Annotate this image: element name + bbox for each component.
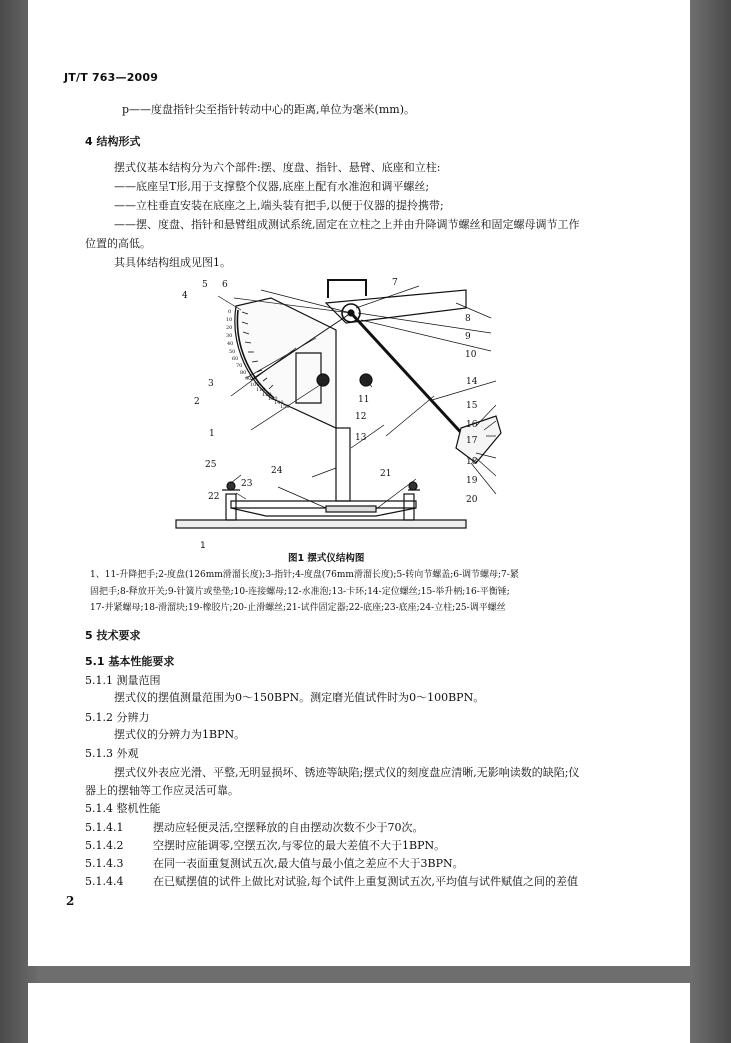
pendulum-tester-diagram xyxy=(176,268,496,551)
fig-label-12: 12 xyxy=(355,412,367,422)
section-5-1-4-4-text: 在已赋摆值的试件上做比对试验,每个试件上重复测试五次,平均值与试件赋值之间的差值 xyxy=(153,875,578,888)
fig-label-14: 14 xyxy=(466,377,478,387)
section-4-item-2: ——立柱垂直安装在底座之上,端头装有把手,以便于仪器的提拎携带; xyxy=(114,199,444,212)
scale-10: 10 xyxy=(226,317,233,323)
fig-label-13: 13 xyxy=(355,433,367,443)
section-5-1-4-1-no: 5.1.4.1 xyxy=(85,821,124,834)
scale-70: 70 xyxy=(236,363,243,369)
scale-90: 90 xyxy=(245,376,252,382)
scale-30: 30 xyxy=(226,333,233,339)
section-4-heading: 4 结构形式 xyxy=(85,135,141,148)
fig-label-6: 6 xyxy=(222,280,228,290)
standard-code: JT/T 763—2009 xyxy=(64,71,159,84)
scale-50: 50 xyxy=(229,349,236,355)
fig-label-15: 15 xyxy=(466,401,478,411)
fig-label-5: 5 xyxy=(202,280,208,290)
section-5-1-2-text: 摆式仪的分辨力为1BPN。 xyxy=(114,728,246,741)
fig-label-9: 9 xyxy=(465,332,471,342)
scale-80: 80 xyxy=(240,370,247,376)
base-plate xyxy=(176,520,466,528)
label-1: 1 xyxy=(200,541,206,551)
scale-130: 130 xyxy=(268,396,278,402)
section-5-1-1-text: 摆式仪的摆值测量范围为0～150BPN。测定磨光值试件时为0～100BPN。 xyxy=(114,691,485,704)
scale-40: 40 xyxy=(227,341,234,347)
fig-label-20: 20 xyxy=(466,495,478,505)
scale-0: 0 xyxy=(228,309,232,315)
fig-label-23: 23 xyxy=(241,479,253,489)
scale-120: 120 xyxy=(262,392,272,398)
section-4-item-1: ——底座呈T形,用于支撑整个仪器,底座上配有水准泡和调平螺丝; xyxy=(114,180,430,193)
fig-label-18: 18 xyxy=(466,457,478,467)
column xyxy=(336,428,350,501)
fig-label-21: 21 xyxy=(380,469,392,479)
section-5-1-4-4-no: 5.1.4.4 xyxy=(85,875,124,888)
scale-20: 20 xyxy=(226,325,233,331)
section-5-heading: 5 技术要求 xyxy=(85,629,141,642)
scale-150: 150 xyxy=(280,404,290,410)
section-5-1-4-2-text: 空摆时应能调零,空摆五次,与零位的最大差值不大于1BPN。 xyxy=(153,839,446,852)
scale-100: 100 xyxy=(250,382,260,388)
page-number: 2 xyxy=(66,894,75,908)
fig-label-4: 4 xyxy=(182,291,188,301)
fig-label-17: 17 xyxy=(466,436,478,446)
fig-label-11: 11 xyxy=(358,395,370,405)
scale-60: 60 xyxy=(232,356,239,362)
next-page-edge xyxy=(28,983,690,1043)
document-page xyxy=(28,0,690,966)
figure-legend-1: 1、11-升降把手;2-度盘(126mm滑溜长度);3-指针;4-度盘(76mm滑溜长度);5-转向节螺盖;6-调节螺母;7-紧 xyxy=(90,570,519,580)
section-5-1-4-1-text: 摆动应轻便灵活,空摆释放的自由摆动次数不少于70次。 xyxy=(153,821,424,834)
section-5-1-4-3-no: 5.1.4.3 xyxy=(85,857,124,870)
fig-label-10: 10 xyxy=(465,350,477,360)
section-5-1-3-text-1: 摆式仪外表应光滑、平整,无明显损坏、锈迹等缺陷;摆式仪的刻度盘应清晰,无影响读数的缺陷;仪 xyxy=(114,766,580,779)
leveling-screw-right xyxy=(404,494,414,520)
section-5-1-4-3-text: 在同一表面重复测试五次,最大值与最小值之差应不大于3BPN。 xyxy=(153,857,464,870)
fig-label-16: 16 xyxy=(466,420,478,430)
p-definition: p——度盘指针尖至指针转动中心的距离,单位为毫米(mm)。 xyxy=(122,103,415,116)
fig-label-3: 3 xyxy=(208,379,214,389)
figure-reference: 其具体结构组成见图1。 xyxy=(114,256,231,269)
scale-140: 140 xyxy=(274,400,284,406)
fig-label-8: 8 xyxy=(465,314,471,324)
section-5-1-4: 5.1.4 整机性能 xyxy=(85,802,161,815)
section-5-1-1: 5.1.1 测量范围 xyxy=(85,674,161,687)
section-5-1-4-2-no: 5.1.4.2 xyxy=(85,839,124,852)
scale-110: 110 xyxy=(256,387,266,393)
section-5-1-2: 5.1.2 分辨力 xyxy=(85,711,150,724)
section-4-para: 摆式仪基本结构分为六个部件:摆、度盘、指针、悬臂、底座和立柱: xyxy=(114,161,441,174)
fig-label-22: 22 xyxy=(208,492,220,502)
figure-legend-3: 17-并紧螺母;18-滑溜块;19-橡胶片;20-止滑螺丝;21-试件固定器;22-底座;23-底座;24-立柱;25-调平螺丝 xyxy=(90,603,506,613)
fig-label-2: 2 xyxy=(194,397,200,407)
fig-label-19: 19 xyxy=(466,476,478,486)
section-4-item-3b: 位置的高低。 xyxy=(85,237,151,250)
figure-caption: 图1 摆式仪结构图 xyxy=(288,553,365,564)
section-5-1-3: 5.1.3 外观 xyxy=(85,747,139,760)
section-5-1-3-text-2: 器上的摆轴等工作应灵活可靠。 xyxy=(85,784,239,797)
fig-label-7: 7 xyxy=(392,278,398,288)
section-5-1: 5.1 基本性能要求 xyxy=(85,655,175,668)
fig-label-25: 25 xyxy=(205,460,217,470)
fig-label-1: 1 xyxy=(209,429,215,439)
section-4-item-3a: ——摆、度盘、指针和悬臂组成测试系统,固定在立柱之上并由升降调节螺丝和固定螺母调节工作 xyxy=(114,218,580,231)
figure-legend-2: 固把手;8-释放开关;9-针簧片或垫垫;10-连接螺母;12-水准泡;13-卡环;14-定位螺丝;15-举升柄;16-平衡锤; xyxy=(90,587,510,597)
fig-label-24: 24 xyxy=(271,466,283,476)
